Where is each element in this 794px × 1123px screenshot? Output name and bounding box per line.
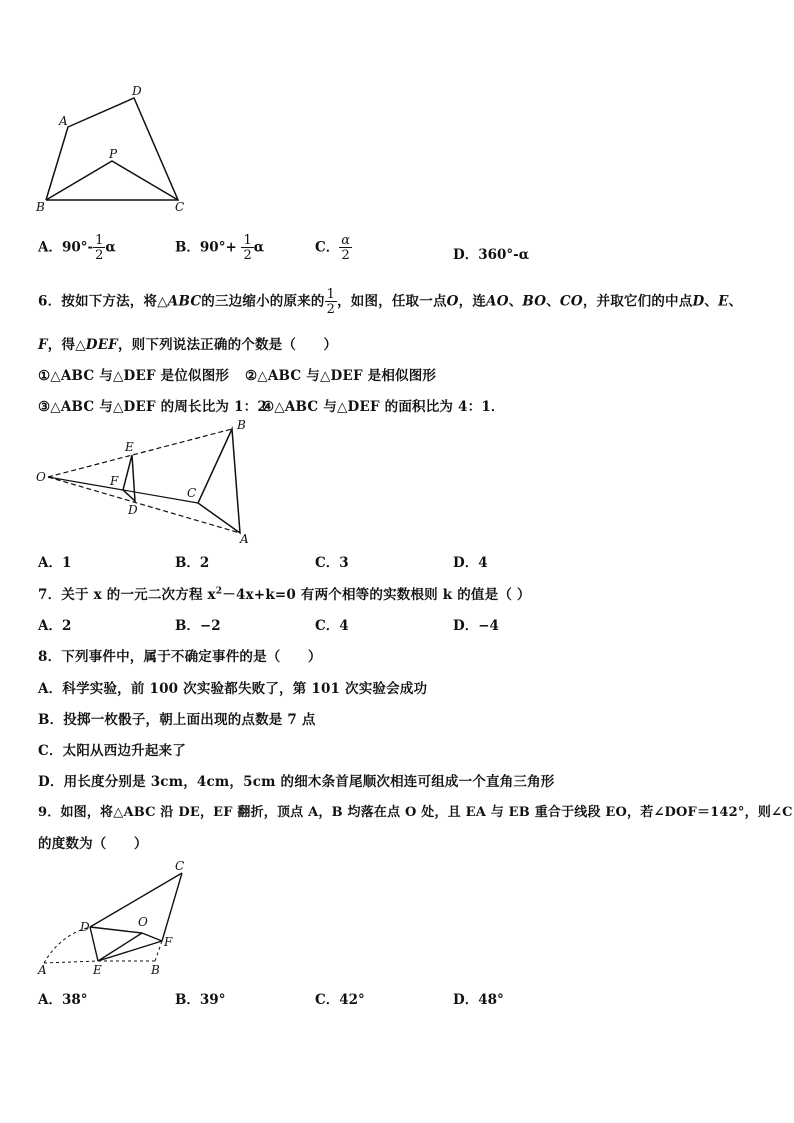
q6-label-e: E [125,440,134,454]
q5-label-c: C [175,200,185,214]
q9-line-ef [98,941,162,961]
q9-line-de [90,927,98,961]
q8-choice-a[interactable]: A．科学实验，前 100 次实验都失败了，第 101 次实验会成功 [38,681,428,697]
q9-label-e: E [93,963,102,977]
q6-fraction [325,288,337,316]
q5-option-a-den: 2 [95,248,104,263]
q6-option-d[interactable]: D．4 [453,555,488,571]
q5-label-d: D [132,84,142,98]
q9-label-o: O [138,915,148,929]
q6-option-b[interactable]: B．2 [175,555,210,571]
q6-triangle-abc [198,429,240,533]
q6-label-o: O [36,470,46,484]
q6-statement-1: ①△ABC 与△DEF 是位似图形 [38,368,230,384]
q5-option-a[interactable] [38,234,116,262]
q9-label-f: F [164,935,173,949]
q6-text-6: ，得△ [47,337,86,353]
q6-o: O [446,293,459,310]
q6-label-a: A [240,532,249,546]
q5-option-b-prefix: B．90°+ [175,239,237,256]
q6-frac-den: 2 [326,302,336,317]
q9-option-d[interactable]: D．48° [453,992,504,1008]
q6-statement-4: ④△ABC 与△DEF 的面积比为 4：1． [262,399,505,415]
q6-text-1: 6．按如下方法，将△ [38,293,168,310]
q6-label-b: B [237,418,246,432]
q6-def: DEF [85,337,118,353]
q9-line-do [90,927,142,933]
q6-stem-line2 [38,333,337,353]
q6-line-ob [48,429,232,477]
q5-figure [30,80,200,220]
q5-option-b-num: 1 [243,233,252,248]
q9-dashed-bf [155,941,162,961]
q6-frac-num: 1 [326,287,336,302]
q6-text-4: ，连 [458,293,487,310]
q5-option-a-num: 1 [95,233,104,248]
q6-option-a[interactable]: A．1 [38,555,72,571]
q8-choice-b[interactable]: B．投掷一枚骰子，朝上面出现的点数是 7 点 [38,712,316,728]
q6-f: F [38,337,48,353]
q9-dashed-ae [44,961,98,963]
q5-option-b-den: 2 [243,248,252,263]
q9-line-eo [98,933,142,961]
q9-option-c[interactable]: C．42° [315,992,365,1008]
q6-ao: AO [486,293,509,310]
q5-bpc-lines [46,161,178,200]
q6-figure [30,415,260,547]
q6-text-3: ，如图，任取一点 [337,293,447,310]
q5-option-a-suffix: α [105,239,116,256]
q9-option-a[interactable]: A．38° [38,992,88,1008]
q9-label-b: B [151,963,160,977]
q7-option-d[interactable]: D．−4 [453,618,499,634]
q9-stem-line2: 的度数为（ ） [38,836,148,852]
q6-option-c[interactable]: C．3 [315,555,349,571]
q5-option-b[interactable] [175,234,264,262]
q6-sep-1: 、 [508,293,523,310]
q6-d: D [692,293,705,310]
q8-choice-c[interactable]: C．太阳从西边升起来了 [38,743,186,759]
q8-stem: 8．下列事件中，属于不确定事件的是（ ） [38,649,322,665]
q7-option-a[interactable]: A．2 [38,618,72,634]
q7-stem [38,583,531,603]
q5-option-b-suffix: α [253,239,265,256]
q6-e: E [718,293,729,310]
q5-option-c-prefix: C． [315,239,340,256]
q6-sep-3: 、 [704,293,719,310]
q5-option-c-fraction [339,234,352,262]
q7-stem-sup: 2 [215,586,223,597]
q5-label-b: B [36,200,45,214]
q6-sep-2: 、 [546,293,560,310]
q9-label-c: C [175,859,185,873]
q8-choice-d[interactable]: D．用长度分别是 3cm，4cm，5cm 的细木条首尾顺次相连可组成一个直角三角形 [38,774,555,790]
q7-option-c[interactable]: C．4 [315,618,349,634]
q6-label-c: C [187,486,197,500]
q5-option-a-prefix: A．90°- [38,239,94,256]
q6-co: CO [559,293,583,310]
q6-label-d: D [128,503,138,517]
q9-figure [30,855,200,980]
q6-line-oa [48,477,240,533]
q9-label-d: D [80,920,90,934]
q6-abc: ABC [167,293,202,310]
q6-statement-2: ②△ABC 与△DEF 是相似图形 [245,368,437,384]
q6-text-7: ，则下列说法正确的个数是（ ） [117,337,338,353]
q9-line-of [142,933,162,941]
q6-text-5: ，并取它们的中点 [582,293,693,310]
q5-option-b-fraction [241,234,253,262]
q7-option-b[interactable]: B．−2 [175,618,221,634]
q6-sep-4: 、 [728,293,743,310]
q6-stem-line1 [38,288,742,316]
q7-stem-b: －4x+k=0 有两个相等的实数根则 k 的值是（ ） [222,587,531,603]
q5-option-a-fraction [93,234,105,262]
q7-stem-a: 7．关于 x 的一元二次方程 x [38,587,216,603]
q6-text-2: 的三边缩小的原来的 [201,293,325,310]
q6-label-f: F [110,474,119,488]
q5-label-a: A [59,114,68,128]
q9-option-b[interactable]: B．39° [175,992,226,1008]
q9-stem-line1: 9．如图，将△ABC 沿 DE，EF 翻折，顶点 A，B 均落在点 O 处，且 EA 与 EB 重合于线段 EO，若∠DOF＝142°，则∠C [38,805,793,820]
q6-bo: BO [522,293,547,310]
q9-label-a: A [38,963,47,977]
q6-triangle-def [123,455,135,501]
q5-option-c-den: 2 [339,247,352,262]
q6-statement-3: ③△ABC 与△DEF 的周长比为 1：2 [38,399,267,415]
q5-option-c-num: α [341,233,351,248]
q5-label-p: P [109,147,118,161]
q5-option-d[interactable]: D．360°-α [453,247,530,263]
q5-option-c[interactable] [315,234,352,262]
